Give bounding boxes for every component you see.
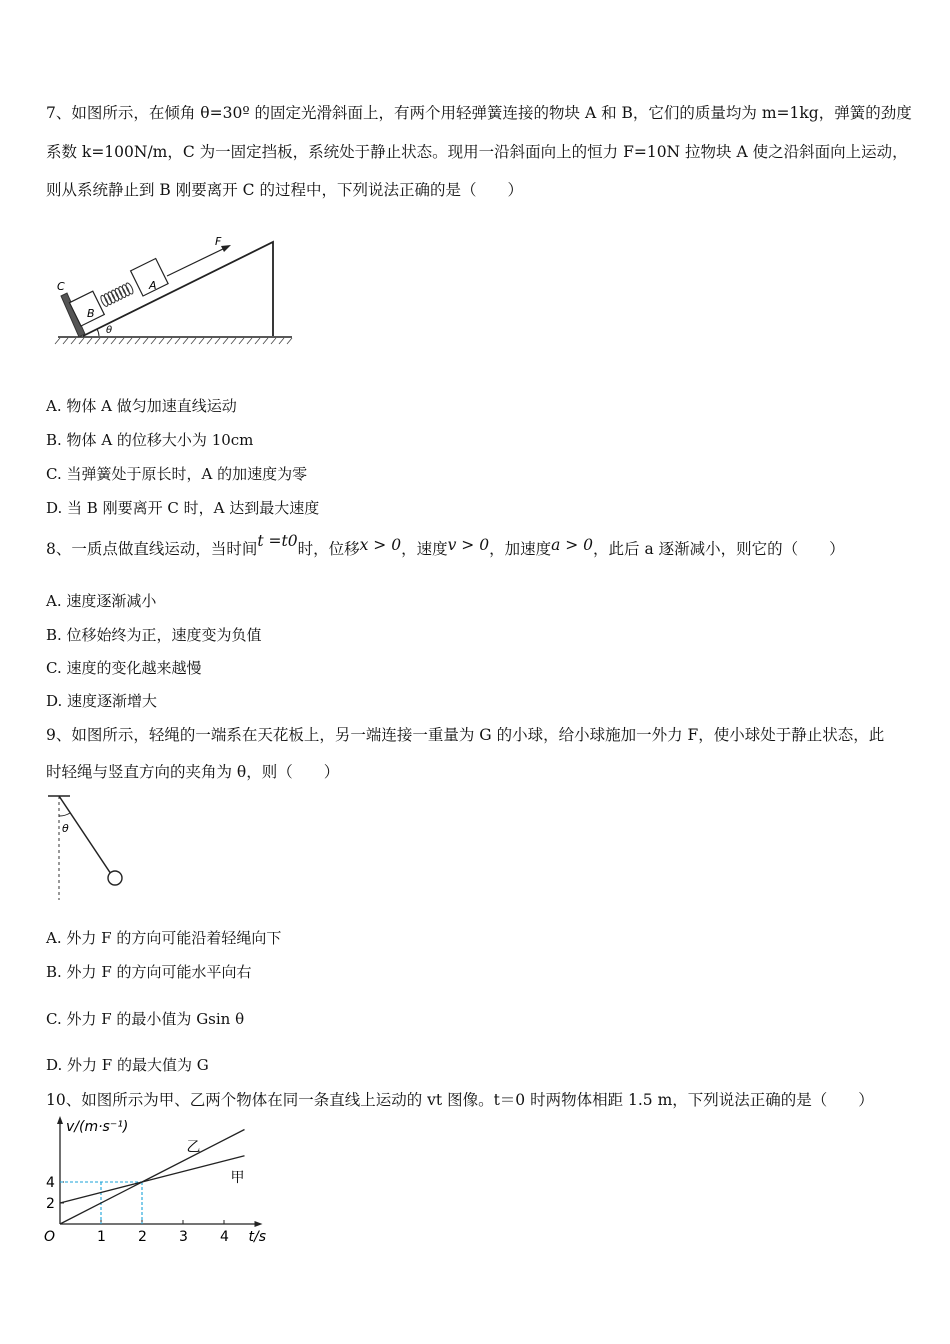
q8-suffix: ，此后 a 逐渐减小，则它的（ ） (593, 540, 845, 558)
q8-mid3: ，加速度 (489, 540, 552, 558)
q9-line-2: 时轻绳与竖直方向的夹角为 θ，则（ ） (46, 763, 340, 781)
q8-cond-t: t =t0 (257, 532, 298, 550)
series-label-1: 甲 (230, 1169, 245, 1186)
origin-label: O (44, 1229, 56, 1245)
y-axis-label: v/(m·s⁻¹) (66, 1119, 129, 1135)
q7-fig-label-c: C (57, 280, 65, 293)
series-label-0: 乙 (186, 1139, 201, 1156)
y-tick-label-4: 4 (46, 1175, 55, 1191)
x-tick-label-1: 1 (97, 1229, 106, 1245)
q8-option-c: C. 速度的变化越来越慢 (46, 659, 202, 677)
q7-line-3: 则从系统静止到 B 刚要离开 C 的过程中，下列说法正确的是（ ） (46, 181, 523, 199)
q9-line-1: 9、如图所示，轻绳的一端系在天花板上，另一端连接一重量为 G 的小球，给小球施加一外力 F，使小球处于静止状态，此 (46, 726, 885, 744)
q9-option-c: C. 外力 F 的最小值为 Gsin θ (46, 1010, 245, 1028)
y-axis-arrow (57, 1116, 63, 1124)
q7-line-1: 7、如图所示，在倾角 θ=30º 的固定光滑斜面上，有两个用轻弹簧连接的物块 A 和 B，它们的质量均为 m=1kg，弹簧的劲度 (46, 104, 912, 122)
q7-line-2: 系数 k=100N/m，C 为一固定挡板，系统处于静止状态。现用一沿斜面向上的恒力 F=10N 拉物块 A 使之沿斜面向上运动， (46, 143, 908, 161)
q8-option-d: D. 速度逐渐增大 (46, 692, 158, 710)
q8-cond-x: x > 0 (359, 536, 402, 554)
x-axis-label: t/s (248, 1229, 266, 1245)
q8-cond-a: a > 0 (551, 536, 594, 554)
q7-fig-label-theta: θ (106, 325, 113, 336)
q7-fig-label-a: A (149, 279, 157, 292)
q9-option-b: B. 外力 F 的方向可能水平向右 (46, 963, 252, 981)
series-line-0 (60, 1130, 245, 1225)
x-tick-label-4: 4 (220, 1229, 229, 1245)
y-tick-label-2: 2 (46, 1196, 55, 1212)
x-tick-label-3: 3 (179, 1229, 188, 1245)
x-tick-label-2: 2 (138, 1229, 147, 1245)
q9-fig-label-theta: θ (62, 822, 69, 835)
series-line-1 (60, 1156, 245, 1203)
q7-option-b: B. 物体 A 的位移大小为 10cm (46, 431, 254, 449)
q10-vt-chart (40, 1116, 270, 1246)
q8-mid1: 时，位移 (297, 540, 360, 558)
q8-mid2: ，速度 (401, 540, 448, 558)
q9-option-a: A. 外力 F 的方向可能沿着轻绳向下 (46, 929, 282, 947)
q10-line-1: 10、如图所示为甲、乙两个物体在同一条直线上运动的 vt 图像。t＝0 时两物体相距 1.5 m，下列说法正确的是（ ） (46, 1091, 874, 1109)
q9-pendulum-figure (48, 792, 128, 902)
q7-option-d: D. 当 B 刚要离开 C 时，A 达到最大速度 (46, 499, 320, 517)
q7-fig-label-f: F (215, 235, 222, 248)
q8-option-b: B. 位移始终为正，速度变为负值 (46, 626, 262, 644)
q8-option-a: A. 速度逐渐减小 (46, 592, 157, 610)
q8-cond-v: v > 0 (447, 536, 490, 554)
q7-option-a: A. 物体 A 做匀加速直线运动 (46, 397, 237, 415)
q9-option-d: D. 外力 F 的最大值为 G (46, 1056, 209, 1074)
q8-stem (46, 532, 845, 559)
q7-incline-figure (55, 234, 295, 349)
q7-fig-label-b: B (87, 307, 95, 320)
x-axis-arrow (255, 1221, 263, 1227)
q8-prefix: 8、一质点做直线运动，当时间 (46, 540, 258, 558)
q7-option-c: C. 当弹簧处于原长时，A 的加速度为零 (46, 465, 308, 483)
